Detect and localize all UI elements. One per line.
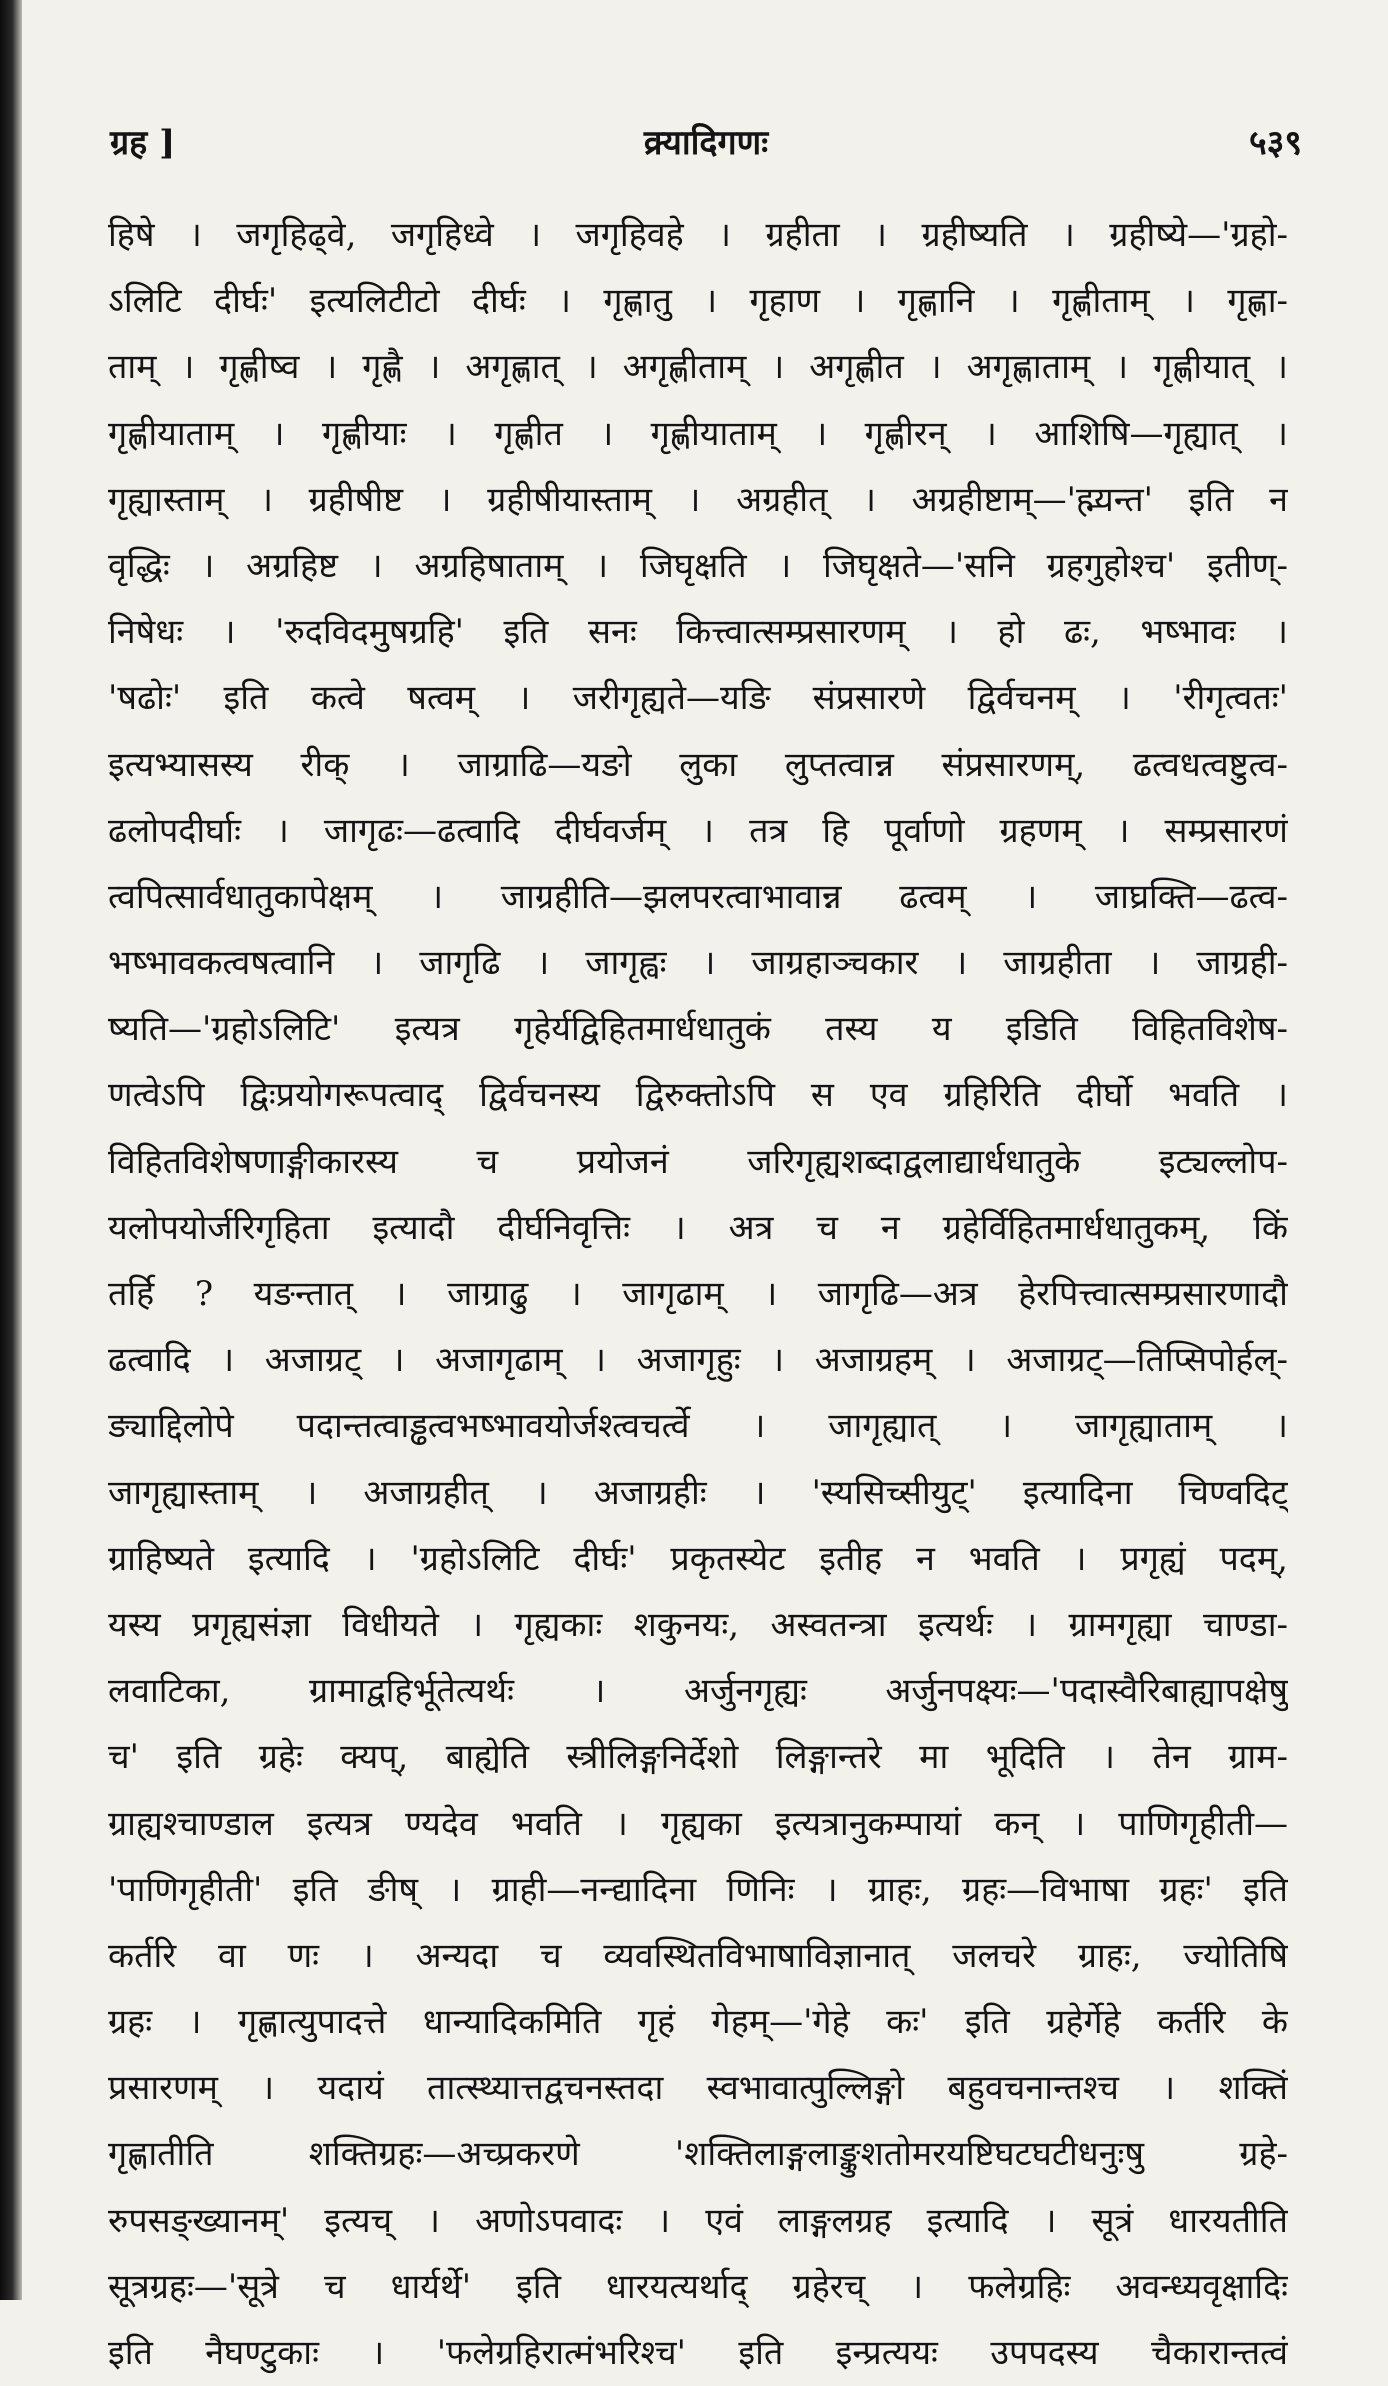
text-line: सूत्रग्रहः—'सूत्रे च धार्यर्थे' इति धारयत्यर्थाद् ग्रहेरच् । फलेग्रहिः अवन्ध्यवृक्षादिः	[108, 2266, 1288, 2307]
header-section-marker: ग्रह ]	[110, 123, 176, 163]
text-line: कर्तरि वा णः । अन्यदा च व्यवस्थितविभाषाविज्ञानात् जलचरे ग्राहः, ज्योतिषि	[108, 1935, 1288, 1976]
text-line: ग्रहः । गृह्णात्युपादत्ते धान्यादिकमिति गृहं गेहम्—'गेहे कः' इति ग्रहेर्गेहे कर्तरि के	[108, 2002, 1288, 2043]
text-line: ङ्याद्दिलोपे पदान्तत्वाड्ढत्वभष्भावयोर्जश्त्वचर्त्वे । जागृह्यात् । जागृह्याताम् ।	[108, 1406, 1288, 1447]
text-line: णत्वेऽपि द्विःप्रयोगरूपत्वाद् द्विर्वचनस्य द्विरुक्तोऽपि स एव ग्रहिरिति दीर्घो भवति ।	[108, 1075, 1288, 1116]
text-line: ताम् । गृह्णीष्व । गृह्णै । अगृह्णात् । अगृह्णीताम् । अगृह्णीत । अगृह्णाताम् । गृह्णीयात् ।	[108, 347, 1288, 388]
text-line: ग्राह्यश्चाण्डाल इत्यत्र ण्यदेव भवति । गृह्यका इत्यत्रानुकम्पायां कन् । पाणिगृहीती—	[108, 1803, 1288, 1844]
text-line: ढलोपदीर्घाः । जागृढः—ढत्वादि दीर्घवर्जम् । तत्र हि पूर्वाणो ग्रहणम् । सम्प्रसारणं	[108, 810, 1288, 851]
text-line: गृह्यास्ताम् । ग्रहीषीष्ट । ग्रहीषीयास्ताम् । अग्रहीत् । अग्रहीष्टाम्—'ह्म्यन्त' इति न	[108, 479, 1288, 520]
text-line: इति नैघण्टुकाः । 'फलेग्रहिरात्मंभरिश्च' इति इन्प्रत्ययः उपपदस्य चैकारान्तत्वं	[108, 2333, 1288, 2373]
text-line: ढत्वादि । अजाग्रट् । अजागृढाम् । अजागृहुः । अजाग्रहम् । अजाग्रट्—तिप्सिपोर्हल्-	[108, 1340, 1288, 1381]
text-line: विहितविशेषणाङ्गीकारस्य च प्रयोजनं जरिगृह्यशब्दाद्वलाद्यार्धधातुके इट्यल्लोप-	[108, 1141, 1288, 1182]
text-line: निषेधः । 'रुदविदमुषग्रहि' इति सनः कित्त्वात्सम्प्रसारणम् । हो ढः, भष्भावः ।	[108, 612, 1288, 653]
text-line: त्वपित्सार्वधातुकापेक्षम् । जाग्रहीति—झलपरत्वाभावान्न ढत्वम् । जाघ्रक्ति—ढत्व-	[108, 876, 1288, 917]
page-body	[108, 202, 1288, 2386]
text-line: ऽलिटि दीर्घः' इत्यलिटीटो दीर्घः । गृह्णातु । गृहाण । गृह्णानि । गृह्णीताम् । गृह्णा-	[108, 281, 1288, 322]
page-binding-edge	[0, 0, 22, 2300]
text-line: भष्भावकत्वषत्वानि । जागृढि । जागृह्वः । जाग्रहाञ्चकार । जाग्रहीता । जाग्रही-	[108, 943, 1288, 984]
page-number: ५३९	[1248, 123, 1302, 163]
text-line: रुपसङ्ख्यानम्' इत्यच् । अणोऽपवादः । एवं लाङ्गलग्रह इत्यादि । सूत्रं धारयतीति	[108, 2200, 1288, 2241]
text-line: जागृह्यास्ताम् । अजाग्रहीत् । अजाग्रहीः । 'स्यसिच्सीयुट्' इत्यादिना चिण्वदिट्	[108, 1472, 1288, 1513]
text-line: यलोपयोर्जरिगृहिता इत्यादौ दीर्घनिवृत्तिः । अत्र च न ग्रहेर्विहितमार्धधातुकम्, किं	[108, 1207, 1288, 1248]
text-line: गृह्णीयाताम् । गृह्णीयाः । गृह्णीत । गृह्णीयाताम् । गृह्णीरन् । आशिषि—गृह्यात् ।	[108, 413, 1288, 454]
text-line: 'षढोः' इति कत्वे षत्वम् । जरीगृह्यते—यङि संप्रसारणे द्विर्वचनम् । 'रीगृत्वतः'	[108, 678, 1288, 719]
text-line: ष्यति—'ग्रहोऽलिटि' इत्यत्र गृहेर्यद्विहितमार्धधातुकं तस्य य इडिति विहितविशेष-	[108, 1009, 1288, 1050]
header-chapter-title: क्र्यादिगणः	[643, 123, 769, 163]
text-line: तर्हि ? यङन्तात् । जाग्राढु । जागृढाम् । जागृढि—अत्र हेरपित्त्वात्सम्प्रसारणादौ	[108, 1274, 1288, 1314]
text-line: च' इति ग्रहेः क्यप्, बाह्येति स्त्रीलिङ्गनिर्देशो लिङ्गान्तरे मा भूदिति । तेन ग्राम-	[108, 1737, 1288, 1778]
text-line: 'पाणिगृहीती' इति ङीष् । ग्राही—नन्द्यादिना णिनिः । ग्राहः, ग्रहः—विभाषा ग्रहः' इति	[108, 1869, 1288, 1910]
text-line: हिषे । जगृहिढ्वे, जगृहिध्वे । जगृहिवहे । ग्रहीता । ग्रहीष्यति । ग्रहीष्ये—'ग्रहो-	[108, 215, 1288, 255]
text-line: लवाटिका, ग्रामाद्वहिर्भूतेत्यर्थः । अर्जुनगृह्यः अर्जुनपक्ष्यः—'पदास्वैरिबाह्यापक्षेषु	[108, 1671, 1288, 1712]
text-line: गृह्णातीति शक्तिग्रहः—अच्प्रकरणे 'शक्तिलाङ्गलाङ्कुशतोमरयष्टिघटघटीधनुःषु ग्रहे-	[108, 2134, 1288, 2175]
text-line: यस्य प्रगृह्यसंज्ञा विधीयते । गृह्यकाः शकुनयः, अस्वतन्त्रा इत्यर्थः । ग्रामगृह्या चाण्डा-	[108, 1604, 1288, 1645]
running-header	[110, 118, 1302, 170]
text-line: वृद्धिः । अग्रहिष्ट । अग्रहिषाताम् । जिघृक्षति । जिघृक्षते—'सनि ग्रहगुहोश्च' इतीण्-	[108, 545, 1288, 586]
text-line: प्रसारणम् । यदायं तात्स्थ्यात्तद्वचनस्तदा स्वभावात्पुल्लिङ्गो बहुवचनान्तश्च । शक्तिं	[108, 2068, 1288, 2109]
text-line: ग्राहिष्यते इत्यादि । 'ग्रहोऽलिटि दीर्घः' प्रकृतस्येट इतीह न भवति । प्रगृह्यं पदम्,	[108, 1538, 1288, 1579]
text-line: इत्यभ्यासस्य रीक् । जाग्राढि—यङो लुका लुप्तत्वान्न संप्रसारणम्, ढत्वधत्वष्टुत्व-	[108, 744, 1288, 785]
